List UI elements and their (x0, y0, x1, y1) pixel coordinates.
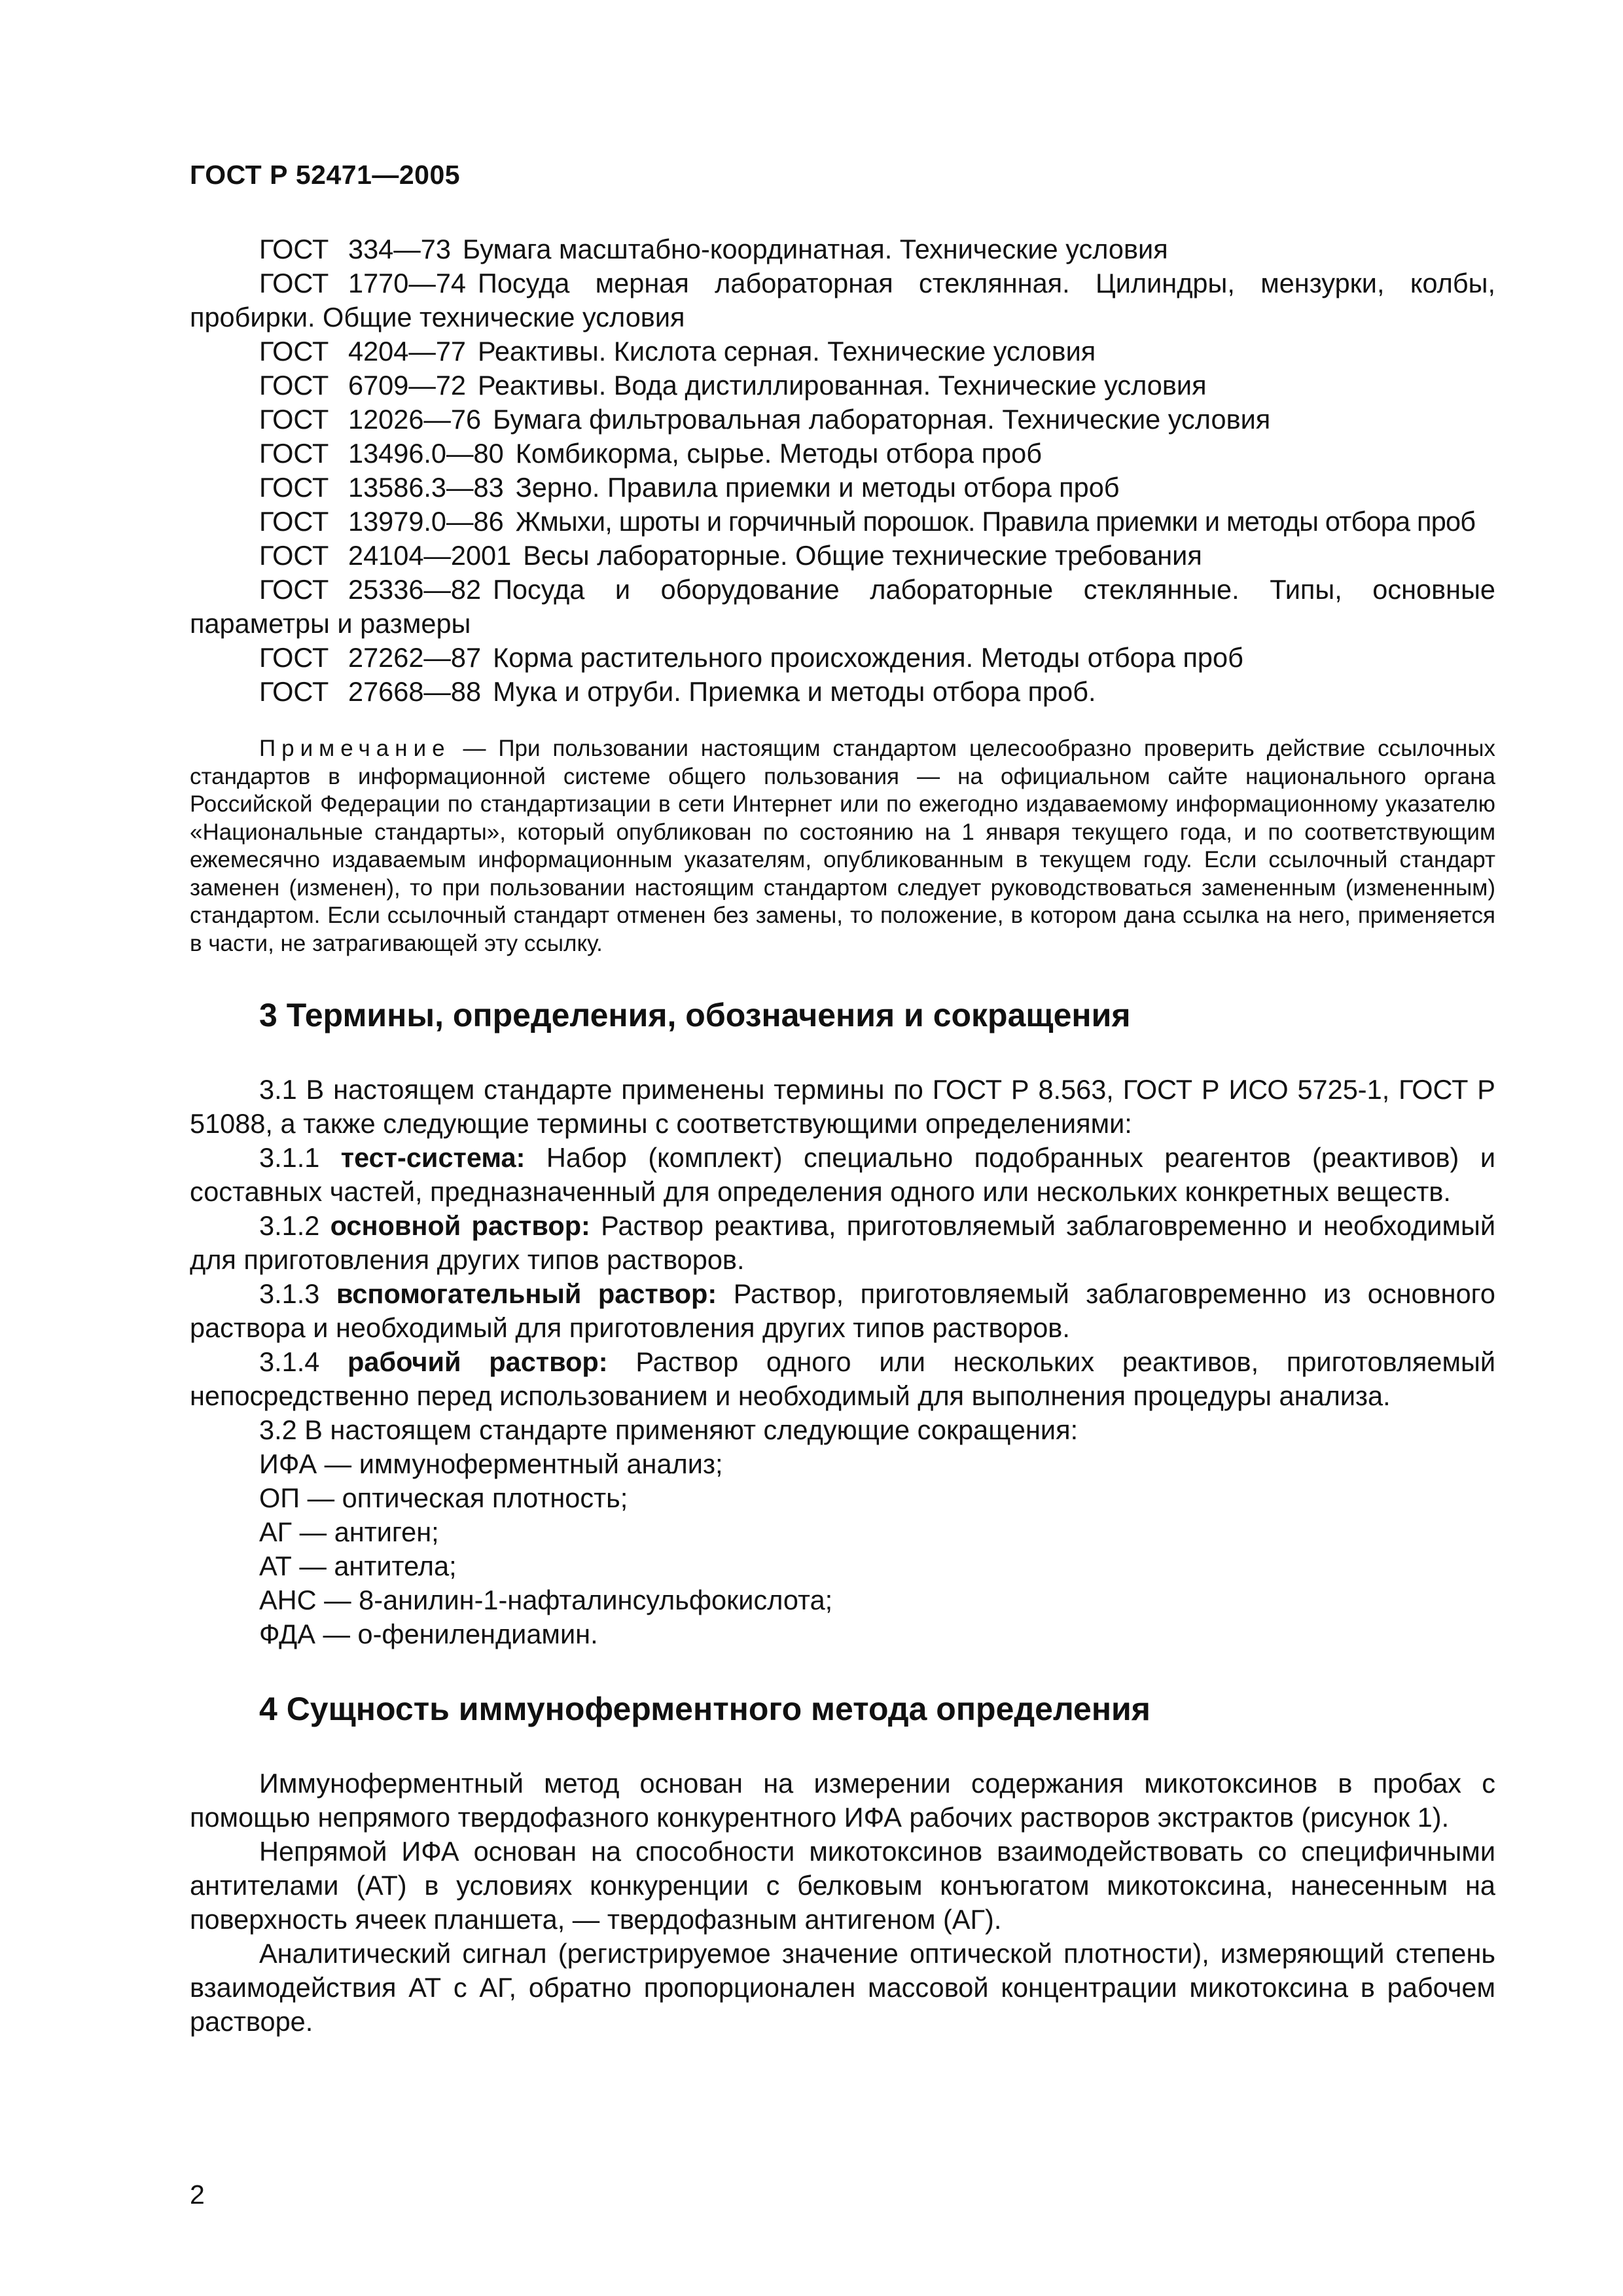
abbreviation-item: АНС — 8-анилин-1-нафталинсульфокислота; (259, 1585, 833, 1615)
abbreviation-item: АГ — антиген; (259, 1516, 439, 1547)
term-item: 3.1.1 тест-система: Набор (комплект) специально подобранных реагентов (реактивов) и составных частей, предназначенный для определения одного или нескольких конкретных веществ. (190, 1142, 1495, 1207)
note-label: Примечание (259, 736, 451, 761)
section-4-paragraph: Аналитический сигнал (регистрируемое значение оптической плотности), измеряющий степень взаимодействия АТ с АГ, обратно пропорционален массовой концентрации микотоксина в рабочем растворе. (190, 1938, 1495, 2037)
term-name: вспомогательный раствор: (336, 1278, 717, 1309)
reference-item: ГОСТ 25336—82 Посуда и оборудование лабораторные стеклянные. Типы, основные параметры и размеры (190, 574, 1495, 639)
page-number: 2 (190, 2179, 205, 2210)
reference-item: ГОСТ 13979.0—86 Жмыхи, шроты и горчичный порошок. Правила приемки и методы отбора проб (259, 506, 1476, 537)
note-paragraph (190, 735, 1495, 958)
term-name: рабочий раствор: (348, 1346, 608, 1377)
section-4-heading: 4 Сущность иммуноферментного метода определения (259, 1691, 1150, 1727)
reference-item: ГОСТ 12026—76 Бумага фильтровальная лабораторная. Технические условия (259, 404, 1271, 435)
reference-item: ГОСТ 13496.0—80 Комбикорма, сырье. Методы отбора проб (259, 438, 1042, 469)
abbreviation-item: АТ — антитела; (259, 1551, 457, 1581)
page-header: ГОСТ Р 52471—2005 (190, 160, 461, 190)
term-name: основной раствор: (330, 1210, 590, 1241)
references-list (190, 232, 1495, 709)
reference-item: ГОСТ 4204—77 Реактивы. Кислота серная. Технические условия (259, 336, 1096, 367)
abbreviation-item: ОП — оптическая плотность; (259, 1482, 628, 1513)
abbreviation-item: ФДА — о-фенилендиамин. (259, 1619, 598, 1649)
abbreviation-item: ИФА — иммуноферментный анализ; (259, 1448, 723, 1479)
reference-item: ГОСТ 24104—2001 Весы лабораторные. Общие технические требования (259, 540, 1202, 571)
abbreviation-list (190, 1447, 1495, 1651)
reference-item: ГОСТ 334—73 Бумага масштабно-координатная. Технические условия (259, 234, 1168, 264)
term-name: тест-система: (340, 1142, 526, 1173)
reference-item: ГОСТ 13586.3—83 Зерно. Правила приемки и методы отбора проб (259, 472, 1120, 503)
note-text: — При пользовании настоящим стандартом целесообразно проверить действие ссылочных стандартов в информационной системе общего пользования — на официальном сайте национального органа Российской Федерации по стандартизации в сети Интернет или по ежегодно издаваемому информационному указателю «Национальные стандарты», который опубликован по состоянию на 1 января текущего года, и по соответствующим ежемесячно издаваемым информационным указателям, опубликованным в текущем году. Если ссылочный стандарт заменен (изменен), то при пользовании настоящим стандартом следует руководствоваться замененным (измененным) стандартом. Если ссылочный стандарт отменен без замены, то положение, в котором дана ссылка на него, применяется в части, не затрагивающей эту ссылку. (190, 736, 1495, 956)
term-item: 3.1.4 рабочий раствор: Раствор одного или нескольких реактивов, приготовляемый непосредственно перед использованием и необходимый для выполнения процедуры анализа. (190, 1346, 1495, 1411)
paragraph-3-2: 3.2 В настоящем стандарте применяют следующие сокращения: (259, 1414, 1079, 1445)
term-item: 3.1.3 вспомогательный раствор: Раствор, приготовляемый заблаговременно из основного раствора и необходимый для приготовления других типов растворов. (190, 1278, 1495, 1343)
section-4-paragraph: Иммуноферментный метод основан на измерении содержания микотоксинов в пробах с помощью непрямого твердофазного конкурентного ИФА рабочих растворов экстрактов (рисунок 1). (190, 1768, 1495, 1833)
reference-item: ГОСТ 6709—72 Реактивы. Вода дистиллированная. Технические условия (259, 370, 1207, 401)
paragraph-3-1: 3.1 В настоящем стандарте применены термины по ГОСТ Р 8.563, ГОСТ Р ИСО 5725-1, ГОСТ Р 51088, а также следующие термины с соответствующими определениями: (190, 1074, 1495, 1139)
term-item: 3.1.2 основной раствор: Раствор реактива, приготовляемый заблаговременно и необходимый для приготовления других типов растворов. (190, 1210, 1496, 1275)
section-3-heading: 3 Термины, определения, обозначения и сокращения (259, 997, 1131, 1033)
section-4-paragraph: Непрямой ИФА основан на способности микотоксинов взаимодействовать со специфичными антителами (АТ) в условиях конкуренции с белковым конъюгатом микотоксина, нанесенным на поверхность ячеек планшета, — твердофазным антигеном (АГ). (190, 1836, 1495, 1935)
reference-item: ГОСТ 27668—88 Мука и отруби. Приемка и методы отбора проб. (259, 676, 1096, 707)
reference-item: ГОСТ 1770—74 Посуда мерная лабораторная стеклянная. Цилиндры, мензурки, колбы, пробирки. Общие технические условия (190, 268, 1495, 332)
page-content (190, 232, 1495, 2039)
reference-item: ГОСТ 27262—87 Корма растительного происхождения. Методы отбора проб (259, 642, 1243, 673)
